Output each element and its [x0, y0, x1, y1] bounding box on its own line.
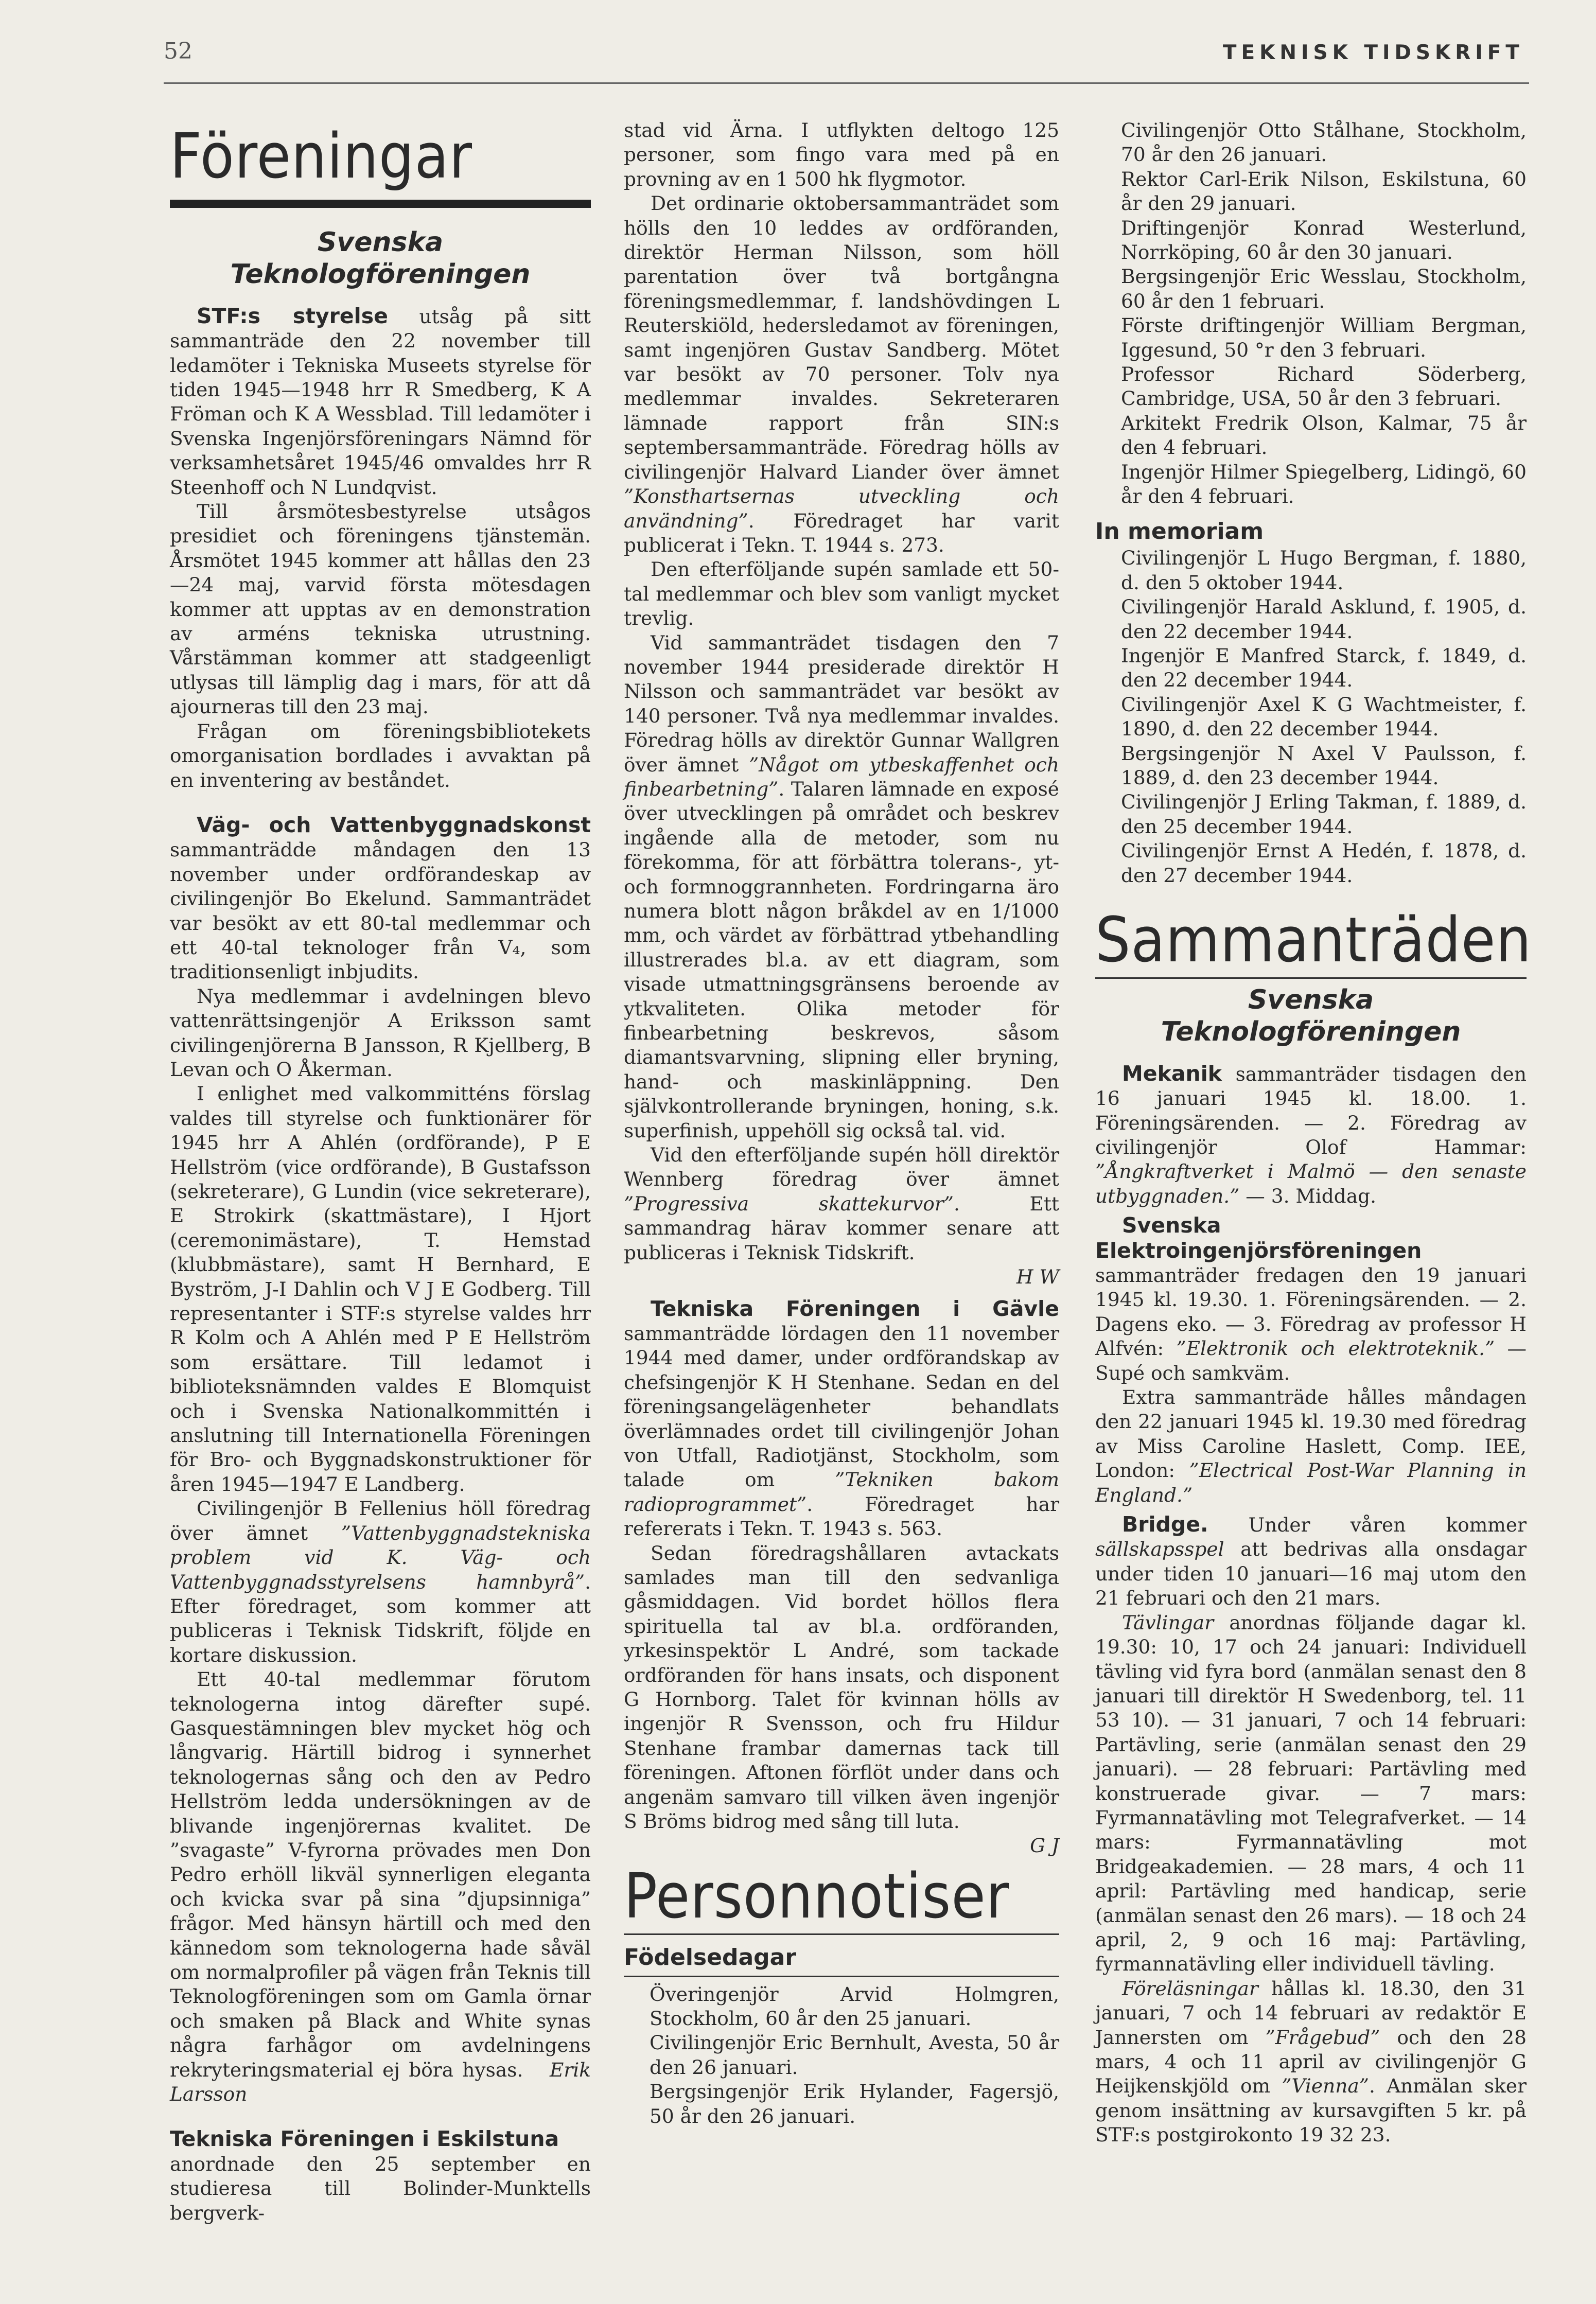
list-item: Ingenjör Hilmer Spiegelberg, Lidingö, 60 år den 4 februari. [1121, 460, 1527, 508]
birthday-list [624, 1982, 1059, 2129]
paragraph: Tekniska Föreningen i Gävle sammanträdde lördagen den 11 november 1944 med damer, under ordförandskap av chefsingenjör K H Stenhane. Sedan en del föreningsangelägenheter behandlats överlämnades ordet till civilingenjör Johan von Utfall, Radiotjänst, Stockholm, som talade om ”Tekniken bakom radioprogrammet”. Föredraget har refererats i Tekn. T. 1943 s. 563. [624, 1296, 1060, 1540]
paragraph: Ett 40-tal medlemmar förutom teknologerna intog därefter supé. Gasquestämningen blev mycket hög och långvarig. Härtill bidrog i synnerhet teknologernas sång och den av Pedro Hellström ledda undersökningen av de blivande ingenjörernas kvalitet. De ”svagaste” V-fyrorna prövades men Don Pedro erhöll likväl synnerligen eleganta och kvicka svar på sina ”djupsinniga” frågor. Med hänsyn härtill och med den kännedom som teknologerna hade såväl om normalprofiler på vägen från Teknis till Teknologföreningen som om Gamla örnar och smaken på Black and White synas några farhågor om avdelningens rekryteringsmaterial ej böra hysas. Erik Larsson [170, 1668, 591, 2106]
subheading-in-memoriam: In memoriam [1095, 518, 1264, 544]
memoriam-list [1095, 546, 1527, 888]
paragraph: Bridge. Under våren kommer sällskapsspel att bedrivas alla onsdagar under tiden 10 januari—16 maj utom den 21 februari och den 21 mars. [1095, 1512, 1527, 1610]
paragraph: Vid den efterföljande supén höll direktör Wennberg föredrag över ämnet ”Progressiva skattekurvor”. Ett sammandrag härav kommer senare att publiceras i Teknisk Tidskrift. [624, 1144, 1059, 1264]
list-item: Civilingenjör J Erling Takman, f. 1889, d. den 25 december 1944. [1121, 790, 1527, 838]
paragraph: I enlighet med valkommitténs förslag valdes till styrelse och funktionärer för 1945 hrr A Ahlén (ordförande), P E Hellström (vice ordförande), B Gustafsson (sekreterare), G Lundin (vice sekreterare), E Strokirk (skattmästare), I Hjort (ceremonimästare), T. Hemstad (klubbmästare), samt H Bernhard, E Byström, J-I Dahlin och V J E Godberg. Till representanter i STF:s styrelse valdes hrr R Kolm och A Ahlén med P E Hellström som ersättare. Till ledamot i biblioteksnämnden valdes E Blomquist och i Svenska Nationalkommittén i anslutning till Internationella Föreningen för Bro- och Byggnadskonstruktioner för åren 1945—1947 E Landberg. [170, 1082, 591, 1496]
subheading-rule [624, 1976, 1059, 1977]
paragraph: Nya medlemmar i avdelningen blevo vattenrättsingenjör A Eriksson samt civilingenjörerna B Jansson, R Kjellberg, B Levan och O Åkerman. [170, 984, 591, 1081]
heading-rule [1095, 977, 1527, 979]
paragraph: Svenska Elektroingenjörsföreningen sammanträder fredagen den 19 januari 1945 kl. 19.30. 1. Föreningsärenden. — 2. Dagens eko. — 3. Föredrag av professor H Alfvén: ”Elektronik och elektroteknik.” — Supé och samkväm. [1095, 1213, 1527, 1384]
list-item: Bergsingenjör Erik Hylander, Fagersjö, 50 år den 26 januari. [650, 2080, 1059, 2127]
column-3 [1095, 118, 1532, 2148]
list-item: Arkitekt Fredrik Olson, Kalmar, 75 år den 4 februari. [1121, 411, 1527, 459]
org-heading: Svenska Teknologföreningen [230, 227, 531, 290]
signature: Erik Larsson [170, 2058, 591, 2106]
list-item: Civilingenjör Eric Bernhult, Avesta, 50 år den 26 januari. [650, 2031, 1059, 2079]
paragraph: Extra sammanträde hålles måndagen den 22 januari 1945 kl. 19.30 med föredrag av Miss Caroline Haslett, Comp. IEE, London: ”Electrical Post-War Planning in England.” [1095, 1386, 1527, 1506]
list-item: Ingenjör E Manfred Starck, f. 1849, d. den 22 december 1944. [1121, 644, 1527, 692]
paragraph: Till årsmötesbestyrelse utsågos presidiet och föreningens tjänstemän. Årsmötet 1945 kommer att hållas den 23—24 maj, varvid första mötesdagen kommer att upptas av en demonstration av arméns tekniska utrustning. Vårstämman kommer att stadgeenligt utlysas till lämplig dag i mars, för att då ajourneras till den 23 maj. [170, 500, 591, 718]
list-item: Bergsingenjör Eric Wesslau, Stockholm, 60 år den 1 februari. [1121, 265, 1527, 312]
list-item: Civilingenjör Axel K G Wachtmeister, f. 1890, d. den 22 december 1944. [1121, 693, 1527, 741]
heading-sammantraden: Sammanträden [1095, 904, 1532, 976]
list-item: Civilingenjör L Hugo Bergman, f. 1880, d. den 5 oktober 1944. [1121, 547, 1527, 594]
list-item: Civilingenjör Ernst A Hedén, f. 1878, d. den 27 december 1944. [1121, 839, 1527, 887]
birthday-list [1095, 118, 1527, 509]
list-item: Bergsingenjör N Axel V Paulsson, f. 1889, d. den 23 december 1944. [1121, 742, 1527, 789]
heading-personnotiser: Personnotiser [624, 1860, 1010, 1932]
signature: G J [1030, 1834, 1059, 1857]
list-item: Rektor Carl-Erik Nilson, Eskilstuna, 60 år den 29 januari. [1121, 167, 1527, 215]
page-number: 52 [164, 38, 192, 64]
paragraph: Vid sammanträdet tisdagen den 7 november 1944 presiderade direktör H Nilsson och sammanträdet var besökt av 140 personer. Två nya medlemmar invaldes. Föredrag hölls av direktör Gunnar Wallgren över ämnet ”Något om ytbeskaffenhet och finbearbetning”. Talaren lämnade en exposé över utvecklingen på området och beskrev ingående alla de metoder, som nu förekomma, för att förbättra tolerans-, yt- och formnoggrannheten. Fordringarna äro numera blott någon bråkdel av en 1/1000 mm, och värdet av förbättrad ytbehandling illustrerades bl.a. av ett diagram, som visade utmattningsgränsens beroende av ytkvaliteten. Olika metoder för finbearbetning beskrevos, såsom diamantsvarvning, slipning eller bryning, hand- och maskinläppning. Den självkontrollerande bryningen, honing, s.k. superfinish, uppehöll sig också tal. vid. [624, 631, 1059, 1142]
heading-rule [170, 200, 591, 208]
column-1 [170, 118, 591, 2225]
paragraph: Civilingenjör B Fellenius höll föredrag över ämnet ”Vattenbyggnadstekniska problem vid K. Väg- och Vattenbyggnadsstyrelsens hamnbyrå”. Efter föredraget, som kommer att publiceras i Teknisk Tidskrift, följde en kortare diskussion. [170, 1497, 591, 1666]
paragraph: Föreläsningar hållas kl. 18.30, den 31 januari, 7 och 14 februari av redaktör E Jannersten om ”Frågebud” och den 28 mars, 4 och 11 april av civilingenjör G Heijkenskjöld om ”Vienna”. Anmälan sker genom insättning av kursavgiften 5 kr. på STF:s postgirokonto 19 32 23. [1095, 1977, 1527, 2147]
list-item: Driftingenjör Konrad Westerlund, Norrköping, 60 år den 30 januari. [1121, 216, 1527, 264]
paragraph: STF:s styrelse utsåg på sitt sammanträde den 22 november till ledamöter i Tekniska Museets styrelse för tiden 1945—1948 hrr R Smedberg, K A Fröman och K A Wessblad. Till ledamöter i Svenska Ingenjörsföreningars Nämnd för verksamhetsåret 1945/46 omvaldes hrr R Steenhoff och N Lundqvist. [170, 303, 591, 499]
paragraph: anordnade den 25 september en studieresa till Bolinder-Munktells bergverk- [170, 2152, 591, 2224]
org-heading: Svenska Teknologföreningen [1161, 984, 1461, 1048]
list-item: Civilingenjör Harald Asklund, f. 1905, d. den 22 december 1944. [1121, 595, 1527, 643]
paragraph: stad vid Ärna. I utflykten deltogo 125 personer, som fingo vara med på en provning av en 1 500 hk flygmotor. [624, 119, 1059, 190]
signature: H W [1016, 1265, 1059, 1289]
paragraph: Tävlingar anordnas följande dagar kl. 19.30: 10, 17 och 24 januari: Individuell tävling vid fyra bord (anmälan senast den 8 januari till direktör H Swedenborg, tel. 11 53 10). — 31 januari, 7 och 14 februari: Partävling, serie (anmälan senast den 29 januari). — 28 februari: Partävling med konstruerade givar. — 7 mars: Fyrmannatävling mot Telegrafverket. — 14 mars: Fyrmannatävling mot Bridgeakademien. — 28 mars, 4 och 11 april: Partävling med handicap, serie (anmälan senast den 26 mars). — 18 och 24 april, 2, 9 och 16 maj: Partävling, fyrmannatävling eller individuell tävling. [1095, 1611, 1527, 1976]
list-item: Förste driftingenjör William Bergman, Iggesund, 50 °r den 3 februari. [1121, 314, 1527, 361]
paragraph: Tekniska Föreningen i Eskilstuna [170, 2126, 559, 2152]
header-rule [164, 82, 1529, 84]
paragraph: Väg- och Vattenbyggnadskonst sammanträdde måndagen den 13 november under ordförandeskap av civilingenjör Bo Ekelund. Sammanträdet var besökt av ett 80-tal medlemmar och ett 40-tal teknologer från V₄, som traditionsenligt inbjudits. [170, 812, 591, 983]
paragraph: Sedan föredragshållaren avtackats samlades man till den sedvanliga gåsmiddagen. Vid bordet höllos flera spirituella tal av bl.a. ordföranden, yrkesinspektör L André, som tackade ordföranden för hans insats, och disponent G Hornborg. Talet för kvinnan hölls av ingenjör R Svensson, och fru Hildur Stenhane frambar damernas tack till föreningen. Aftonen förflöt under dans och angenäm samvaro till vilken även ingenjör S Bröms bidrog med sång till luta. [624, 1541, 1059, 1833]
list-item: Professor Richard Söderberg, Cambridge, USA, 50 år den 3 februari. [1121, 363, 1527, 410]
column-2 [624, 118, 1059, 2129]
paragraph: Frågan om föreningsbibliotekets omorganisation bordlades i avvaktan på en inventering av beståndet. [170, 719, 591, 792]
list-item: Överingenjör Arvid Holmgren, Stockholm, 60 år den 25 januari. [650, 1982, 1059, 2030]
paragraph: Den efterföljande supén samlade ett 50-tal medlemmar och blev som vanligt mycket trevlig. [624, 558, 1059, 630]
heading-rule [624, 1933, 1059, 1935]
paragraph: Mekanik sammanträder tisdagen den 16 januari 1945 kl. 18.00. 1. Föreningsärenden. — 2. Föredrag av civilingenjör Olof Hammar: ”Ångkraftverket i Malmö — den senaste utbyggnaden.” — 3. Middag. [1095, 1061, 1527, 1207]
paragraph: Det ordinarie oktobersammanträdet som hölls den 10 leddes av ordföranden, direktör Herman Nilsson, som höll parentation över två bortgångna föreningsmedlemmar, f. landshövdingen L Reuterskiöld, hedersledamot av föreningen, samt ingenjören Gustav Sandberg. Mötet var besökt av 70 personer. Tolv nya medlemmar invaldes. Sekreteraren lämnade rapport från SIN:s septembersammanträde. Föredrag hölls av civilingenjör Halvard Liander över ämnet ”Konsthartsernas utveckling och användning”. Föredraget har varit publicerat i Tekn. T. 1944 s. 273. [624, 192, 1059, 556]
heading-foreningar: Föreningar [170, 121, 472, 192]
running-head: TEKNISK TIDSKRIFT [1222, 41, 1524, 64]
list-item: Civilingenjör Otto Stålhane, Stockholm, 70 år den 26 januari. [1121, 119, 1527, 166]
subheading-fodelsedagar: Födelsedagar [624, 1944, 797, 1971]
